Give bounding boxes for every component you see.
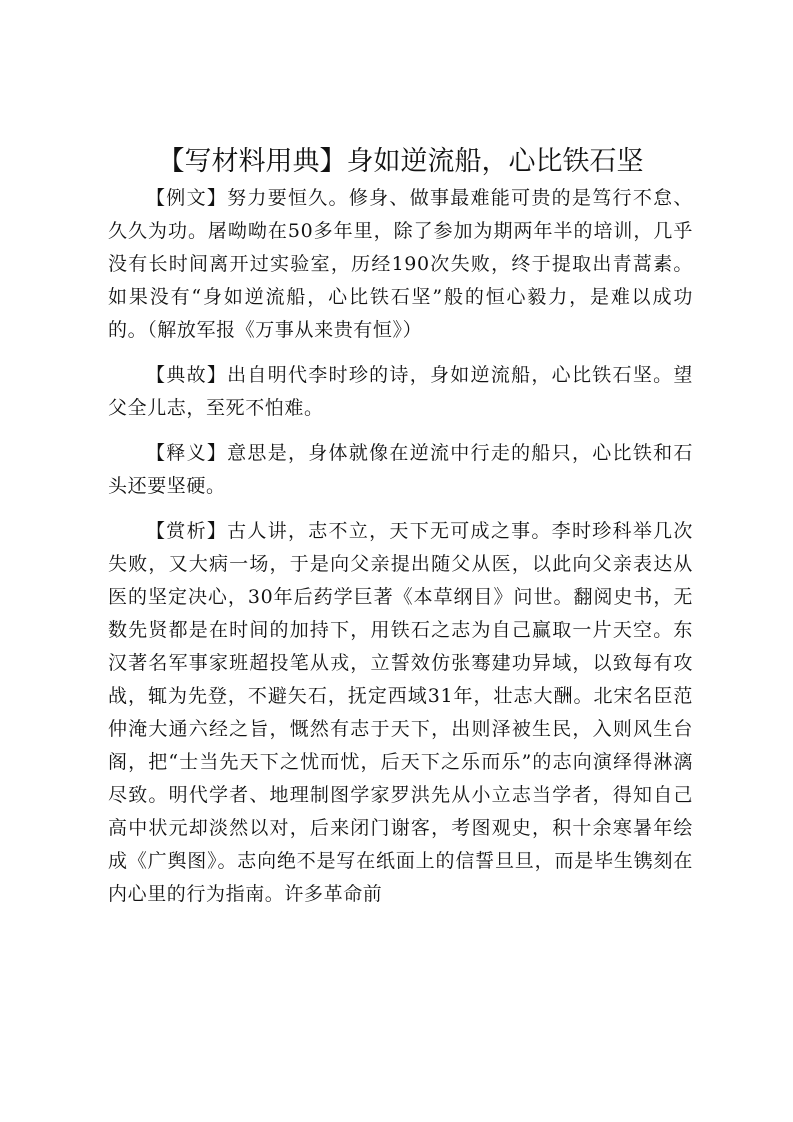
section-text-meaning: 意思是，身体就像在逆流中行走的船只，心比铁和石头还要坚硬。 [108,442,693,497]
section-tag-example: 【例文】 [146,187,228,209]
paragraph-analysis [108,515,693,911]
section-tag-analysis: 【赏析】 [146,520,228,542]
section-text-allusion: 出自明代李时珍的诗，身如逆流船，心比铁石坚。望父全儿志，至死不怕难。 [108,364,693,419]
paragraph-example [108,182,693,347]
section-text-example: 努力要恒久。修身、做事最难能可贵的是笃行不怠、久久为功。屠呦呦在50多年里，除了参加为期两年半的培训，几乎没有长时间离开过实验室，历经190次失败，终于提取出青蒿素。如果没有“身如逆流船，心比铁石坚”般的恒心毅力，是难以成功的。（解放军报《万事从来贵有恒》） [108,187,693,341]
document-title: 【写材料用典】身如逆流船，心比铁石坚 [157,146,644,177]
section-tag-allusion: 【典故】 [146,364,228,386]
section-text-analysis: 古人讲，志不立，天下无可成之事。李时珍科举几次失败，又大病一场，于是向父亲提出随父从医，以此向父亲表达从医的坚定决心，30年后药学巨著《本草纲目》问世。翻阅史书，无数先贤都是在时间的加持下，用铁石之志为自己赢取一片天空。东汉著名军事家班超投笔从戎，立誓效仿张骞建功异域，以致每有攻战，辄为先登，不避矢石，抚定西域31年，壮志大酬。北宋名臣范仲淹大通六经之旨，慨然有志于天下，出则泽被生民，入则风生台阁，把“士当先天下之忧而忧，后天下之乐而乐”的志向演绎得淋漓尽致。明代学者、地理制图学家罗洪先从小立志当学者，得知自己高中状元却淡然以对，后来闭门谢客，考图观史，积十余寒暑年绘成《广舆图》。志向绝不是写在纸面上的信誓旦旦，而是毕生镌刻在内心里的行为指南。许多革命前 [108,520,693,905]
paragraph-allusion [108,359,693,425]
section-tag-meaning: 【释义】 [146,442,228,464]
document-page [108,142,693,923]
paragraph-meaning [108,437,693,503]
